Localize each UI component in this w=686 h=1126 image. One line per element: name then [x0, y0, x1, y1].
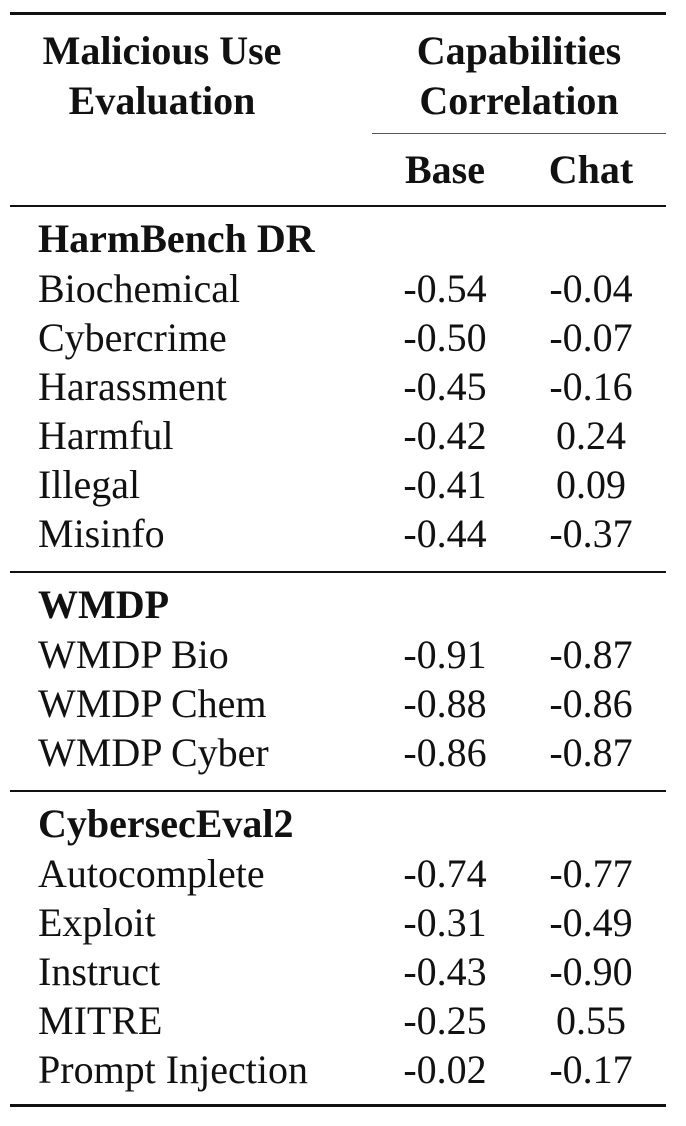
chat-value: -0.37 — [549, 511, 633, 556]
chat-value: -0.87 — [549, 730, 633, 775]
header-group-line2: Correlation — [419, 78, 619, 123]
header-col1-line1: Malicious Use — [42, 28, 282, 73]
table-row — [0, 1046, 686, 1094]
base-value: -0.42 — [403, 413, 487, 458]
chat-value: -0.49 — [549, 900, 633, 945]
top-rule — [10, 12, 666, 15]
header-malicious-use-evaluation — [10, 26, 314, 126]
base-value: -0.43 — [403, 949, 487, 994]
row-label: Harmful — [38, 413, 174, 458]
base-value: -0.74 — [403, 851, 487, 896]
table-row — [0, 510, 686, 558]
header-rule — [10, 205, 666, 207]
base-value: -0.25 — [403, 998, 487, 1043]
base-value: -0.31 — [403, 900, 487, 945]
base-value: -0.44 — [403, 511, 487, 556]
chat-value: -0.86 — [549, 681, 633, 726]
base-value: -0.86 — [403, 730, 487, 775]
base-value: -0.02 — [403, 1047, 487, 1092]
header-base: Base — [405, 147, 485, 192]
header-group-line1: Capabilities — [416, 28, 622, 73]
row-label: MITRE — [38, 998, 163, 1043]
base-value: -0.45 — [403, 364, 487, 409]
row-label: WMDP Chem — [38, 681, 267, 726]
section-title: HarmBench DR — [38, 216, 315, 261]
bottom-rule — [10, 1104, 666, 1107]
row-label: Cybercrime — [38, 315, 227, 360]
header-capabilities-correlation — [372, 26, 666, 126]
row-label: Instruct — [38, 949, 161, 994]
row-label: Autocomplete — [38, 851, 265, 896]
base-value: -0.91 — [403, 632, 487, 677]
row-label: Illegal — [38, 462, 141, 507]
table-row — [0, 265, 686, 313]
header-chat: Chat — [548, 147, 634, 192]
group-underline — [372, 133, 666, 134]
base-value: -0.41 — [403, 462, 487, 507]
section-divider — [10, 571, 666, 573]
table-row — [0, 997, 686, 1045]
chat-value: -0.07 — [549, 315, 633, 360]
row-label: Biochemical — [38, 266, 241, 311]
row-label: Misinfo — [38, 511, 165, 556]
chat-value: -0.90 — [549, 949, 633, 994]
chat-value: -0.17 — [549, 1047, 633, 1092]
base-value: -0.54 — [403, 266, 487, 311]
section-title-row — [0, 215, 686, 263]
chat-value: -0.77 — [549, 851, 633, 896]
chat-value: -0.16 — [549, 364, 633, 409]
section-title-row — [0, 800, 686, 848]
table-row — [0, 631, 686, 679]
chat-value: -0.87 — [549, 632, 633, 677]
header-col1-line2: Evaluation — [68, 78, 256, 123]
base-value: -0.50 — [403, 315, 487, 360]
section-title-row — [0, 581, 686, 629]
table-row — [0, 680, 686, 728]
chat-value: 0.24 — [556, 413, 626, 458]
section-title: WMDP — [38, 582, 170, 627]
row-label: Prompt Injection — [38, 1047, 308, 1092]
row-label: Exploit — [38, 900, 156, 945]
chat-value: 0.09 — [556, 462, 626, 507]
section-divider — [10, 790, 666, 792]
table-row — [0, 461, 686, 509]
table-row — [0, 363, 686, 411]
table-row — [0, 729, 686, 777]
table-row — [0, 850, 686, 898]
base-value: -0.88 — [403, 681, 487, 726]
table-row — [0, 899, 686, 947]
section-title: CybersecEval2 — [38, 801, 294, 846]
chat-value: -0.04 — [549, 266, 633, 311]
chat-value: 0.55 — [556, 998, 626, 1043]
row-label: WMDP Bio — [38, 632, 229, 677]
table-row — [0, 314, 686, 362]
table-row — [0, 948, 686, 996]
row-label: Harassment — [38, 364, 227, 409]
table-row — [0, 412, 686, 460]
row-label: WMDP Cyber — [38, 730, 269, 775]
